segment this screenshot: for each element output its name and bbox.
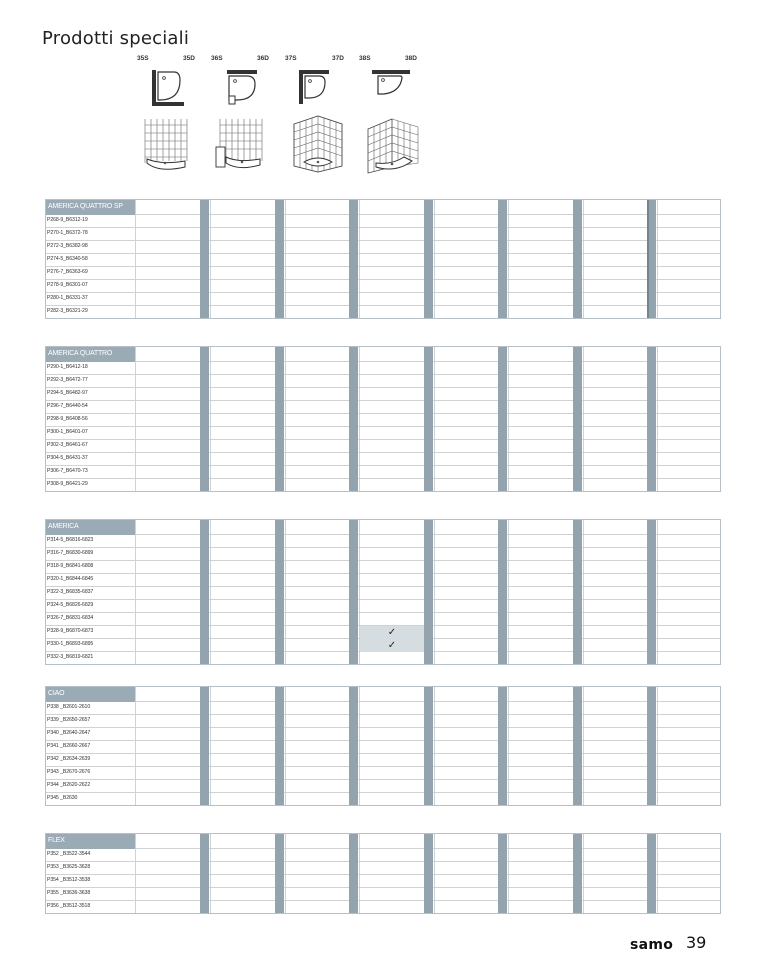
table-row [45,388,721,401]
shower-view-37 [292,114,344,176]
column-separator-bar [573,519,582,665]
product-code: P306-7_B6470-73 [47,468,88,474]
column-divider [508,686,509,806]
product-code: P272-3_B6382-98 [47,243,88,249]
column-divider [508,346,509,492]
product-code: P280-1_B6331-37 [47,295,88,301]
table-row [45,241,721,254]
column-divider [285,346,286,492]
product-code: P322-3_B6835-6837 [47,589,94,595]
table-row [45,535,721,548]
column-label-38s: 38S [359,55,371,62]
column-divider [359,199,360,319]
column-separator-bar [498,519,507,665]
column-separator-bar [349,686,358,806]
table-row [45,561,721,574]
table-row [45,875,721,888]
product-code: P326-7_B6831-6834 [47,615,94,621]
product-code: P340 _B2640-2647 [47,730,91,736]
column-label-35d: 35D [183,55,195,62]
column-separator-bar [498,346,507,492]
product-code: P302-3_B6461-67 [47,442,88,448]
column-divider [210,686,211,806]
product-code: P292-3_B6472-77 [47,377,88,383]
column-separator-bar [349,519,358,665]
column-divider [135,519,136,665]
table-row [45,453,721,466]
product-code: P298-9_B6408-56 [47,416,88,422]
column-divider [285,199,286,319]
column-divider [508,199,509,319]
table-row [45,574,721,587]
table-row [45,767,721,780]
column-separator-bar [424,519,433,665]
column-label-37d: 37D [332,55,344,62]
column-divider [210,833,211,914]
product-code: P282-3_B6321-29 [47,308,88,314]
plan-diagram-37 [297,68,333,108]
table-row [45,228,721,241]
section-title: FLEX [45,833,135,849]
product-code: P324-5_B6826-6829 [47,602,94,608]
column-separator-bar [275,833,284,914]
table-row [45,401,721,414]
product-code: P355 _B3636-3638 [47,890,91,896]
plan-diagram-36 [225,68,261,108]
column-separator-bar [424,199,433,319]
product-code: P339 _B2650-2657 [47,717,91,723]
column-label-36d: 36D [257,55,269,62]
product-code: P320-1_B6844-6845 [47,576,94,582]
table-row [45,254,721,267]
product-code: P290-1_B6412-18 [47,364,88,370]
column-divider [657,199,658,319]
page-number: 39 [686,933,707,952]
product-code: P304-5_B6431-37 [47,455,88,461]
column-divider [359,346,360,492]
column-separator-bar [275,199,284,319]
table-row [45,600,721,613]
table-row [45,901,721,914]
column-divider [583,519,584,665]
column-separator-bar [498,686,507,806]
shower-view-36 [214,117,266,175]
column-divider [434,686,435,806]
column-separator-bar [349,346,358,492]
column-divider [135,833,136,914]
product-code: P344 _B2620-2622 [47,782,91,788]
column-separator-bar [200,519,209,665]
column-separator-bar [647,346,656,492]
column-divider [210,346,211,492]
table-row [45,414,721,427]
table-row [45,587,721,600]
column-separator-line [647,199,649,319]
column-divider [657,833,658,914]
column-separator-bar [275,519,284,665]
table-america-quattro-sp [45,199,721,319]
section-title: AMERICA [45,519,135,535]
table-row [45,715,721,728]
column-label-35s: 35S [137,55,149,62]
column-separator-bar [424,686,433,806]
product-code: P270-1_B6372-78 [47,230,88,236]
column-divider [508,833,509,914]
column-separator-bar [275,346,284,492]
section-title: AMERICA QUATTRO [45,346,135,362]
column-divider [657,346,658,492]
column-separator-bar [573,686,582,806]
table-header-row [45,833,721,849]
table-row [45,280,721,293]
column-separator-bar [424,833,433,914]
column-label-37s: 37S [285,55,297,62]
table-row [45,293,721,306]
column-separator-bar [647,833,656,914]
column-divider [285,686,286,806]
table-row [45,702,721,715]
column-divider [583,686,584,806]
product-code: P354 _B3512-3538 [47,877,91,883]
column-divider [434,199,435,319]
column-divider [135,686,136,806]
product-code: P356 _B3512-3518 [47,903,91,909]
table-row [45,652,721,665]
product-code: P342 _B2634-2639 [47,756,91,762]
column-divider [583,199,584,319]
table-row [45,780,721,793]
column-separator-bar [647,686,656,806]
table-header-row [45,199,721,215]
column-separator-bar [498,833,507,914]
column-divider [434,346,435,492]
product-code: P278-9_B6301-07 [47,282,88,288]
product-code: P308-9_B6421-29 [47,481,88,487]
brand-logo: samo [630,937,674,953]
product-code: P268-9_B6312-19 [47,217,88,223]
column-divider [285,519,286,665]
product-code: P352 _B3522-3544 [47,851,91,857]
table-row [45,754,721,767]
table-row [45,267,721,280]
check-mark: ✓ [360,639,424,652]
column-separator-bar [200,199,209,319]
column-divider [210,519,211,665]
table-header-row [45,519,721,535]
column-divider [657,686,658,806]
product-code: P343 _B2670-2676 [47,769,91,775]
table-row [45,362,721,375]
column-divider [583,346,584,492]
column-separator-bar [498,199,507,319]
column-separator-bar [424,346,433,492]
column-divider [583,833,584,914]
table-header-row [45,686,721,702]
table-america-quattro [45,346,721,492]
shower-view-35 [141,117,191,175]
table-row [45,849,721,862]
column-divider [285,833,286,914]
shower-view-38 [366,117,420,175]
check-mark: ✓ [360,626,424,639]
column-separator-bar [573,199,582,319]
product-code: P353 _B3625-3628 [47,864,91,870]
page-title: Prodotti speciali [42,28,190,49]
table-ciao [45,686,721,806]
table-header-row [45,346,721,362]
column-separator-bar [573,833,582,914]
column-label-36s: 36S [211,55,223,62]
table-row [45,427,721,440]
column-divider [210,199,211,319]
product-code: P330-1_B6893-6895 [47,641,94,647]
table-row [45,215,721,228]
column-label-38d: 38D [405,55,417,62]
column-separator-bar [647,519,656,665]
table-america [45,519,721,665]
column-divider [359,686,360,806]
column-divider [135,199,136,319]
column-divider [434,519,435,665]
table-row [45,793,721,806]
section-title: CIAO [45,686,135,702]
product-code: P345 _B2630 [47,795,78,801]
table-row [45,862,721,875]
column-divider [135,346,136,492]
column-divider [508,519,509,665]
product-code: P314-5_B6816-6823 [47,537,94,543]
product-code: P294-5_B6482-97 [47,390,88,396]
table-row [45,306,721,319]
column-separator-bar [573,346,582,492]
column-divider [434,833,435,914]
table-row [45,741,721,754]
column-separator-bar [200,833,209,914]
table-row [45,375,721,388]
column-divider [359,833,360,914]
column-separator-bar [200,346,209,492]
column-separator-bar [349,833,358,914]
table-flex [45,833,721,914]
column-separator-bar [200,686,209,806]
plan-diagram-38 [372,68,412,108]
product-code: P338 _B2601-2610 [47,704,91,710]
product-code: P332-3_B6819-6821 [47,654,94,660]
product-code: P328-9_B6870-6873 [47,628,94,634]
table-row [45,728,721,741]
product-code: P276-7_B6363-69 [47,269,88,275]
product-code: P341 _B2660-2667 [47,743,91,749]
table-row [45,613,721,626]
section-title: AMERICA QUATTRO SP [45,199,135,215]
column-separator-bar [275,686,284,806]
plan-diagram-35 [150,68,186,108]
product-code: P316-7_B6830-6899 [47,550,94,556]
table-row [45,466,721,479]
table-row [45,548,721,561]
table-row [45,440,721,453]
product-code: P318-9_B6841-6808 [47,563,94,569]
table-row [45,479,721,492]
product-code: P296-7_B6440-54 [47,403,88,409]
product-code: P300-1_B6401-07 [47,429,88,435]
column-separator-bar [349,199,358,319]
column-divider [657,519,658,665]
product-code: P274-5_B6340-58 [47,256,88,262]
table-row [45,888,721,901]
